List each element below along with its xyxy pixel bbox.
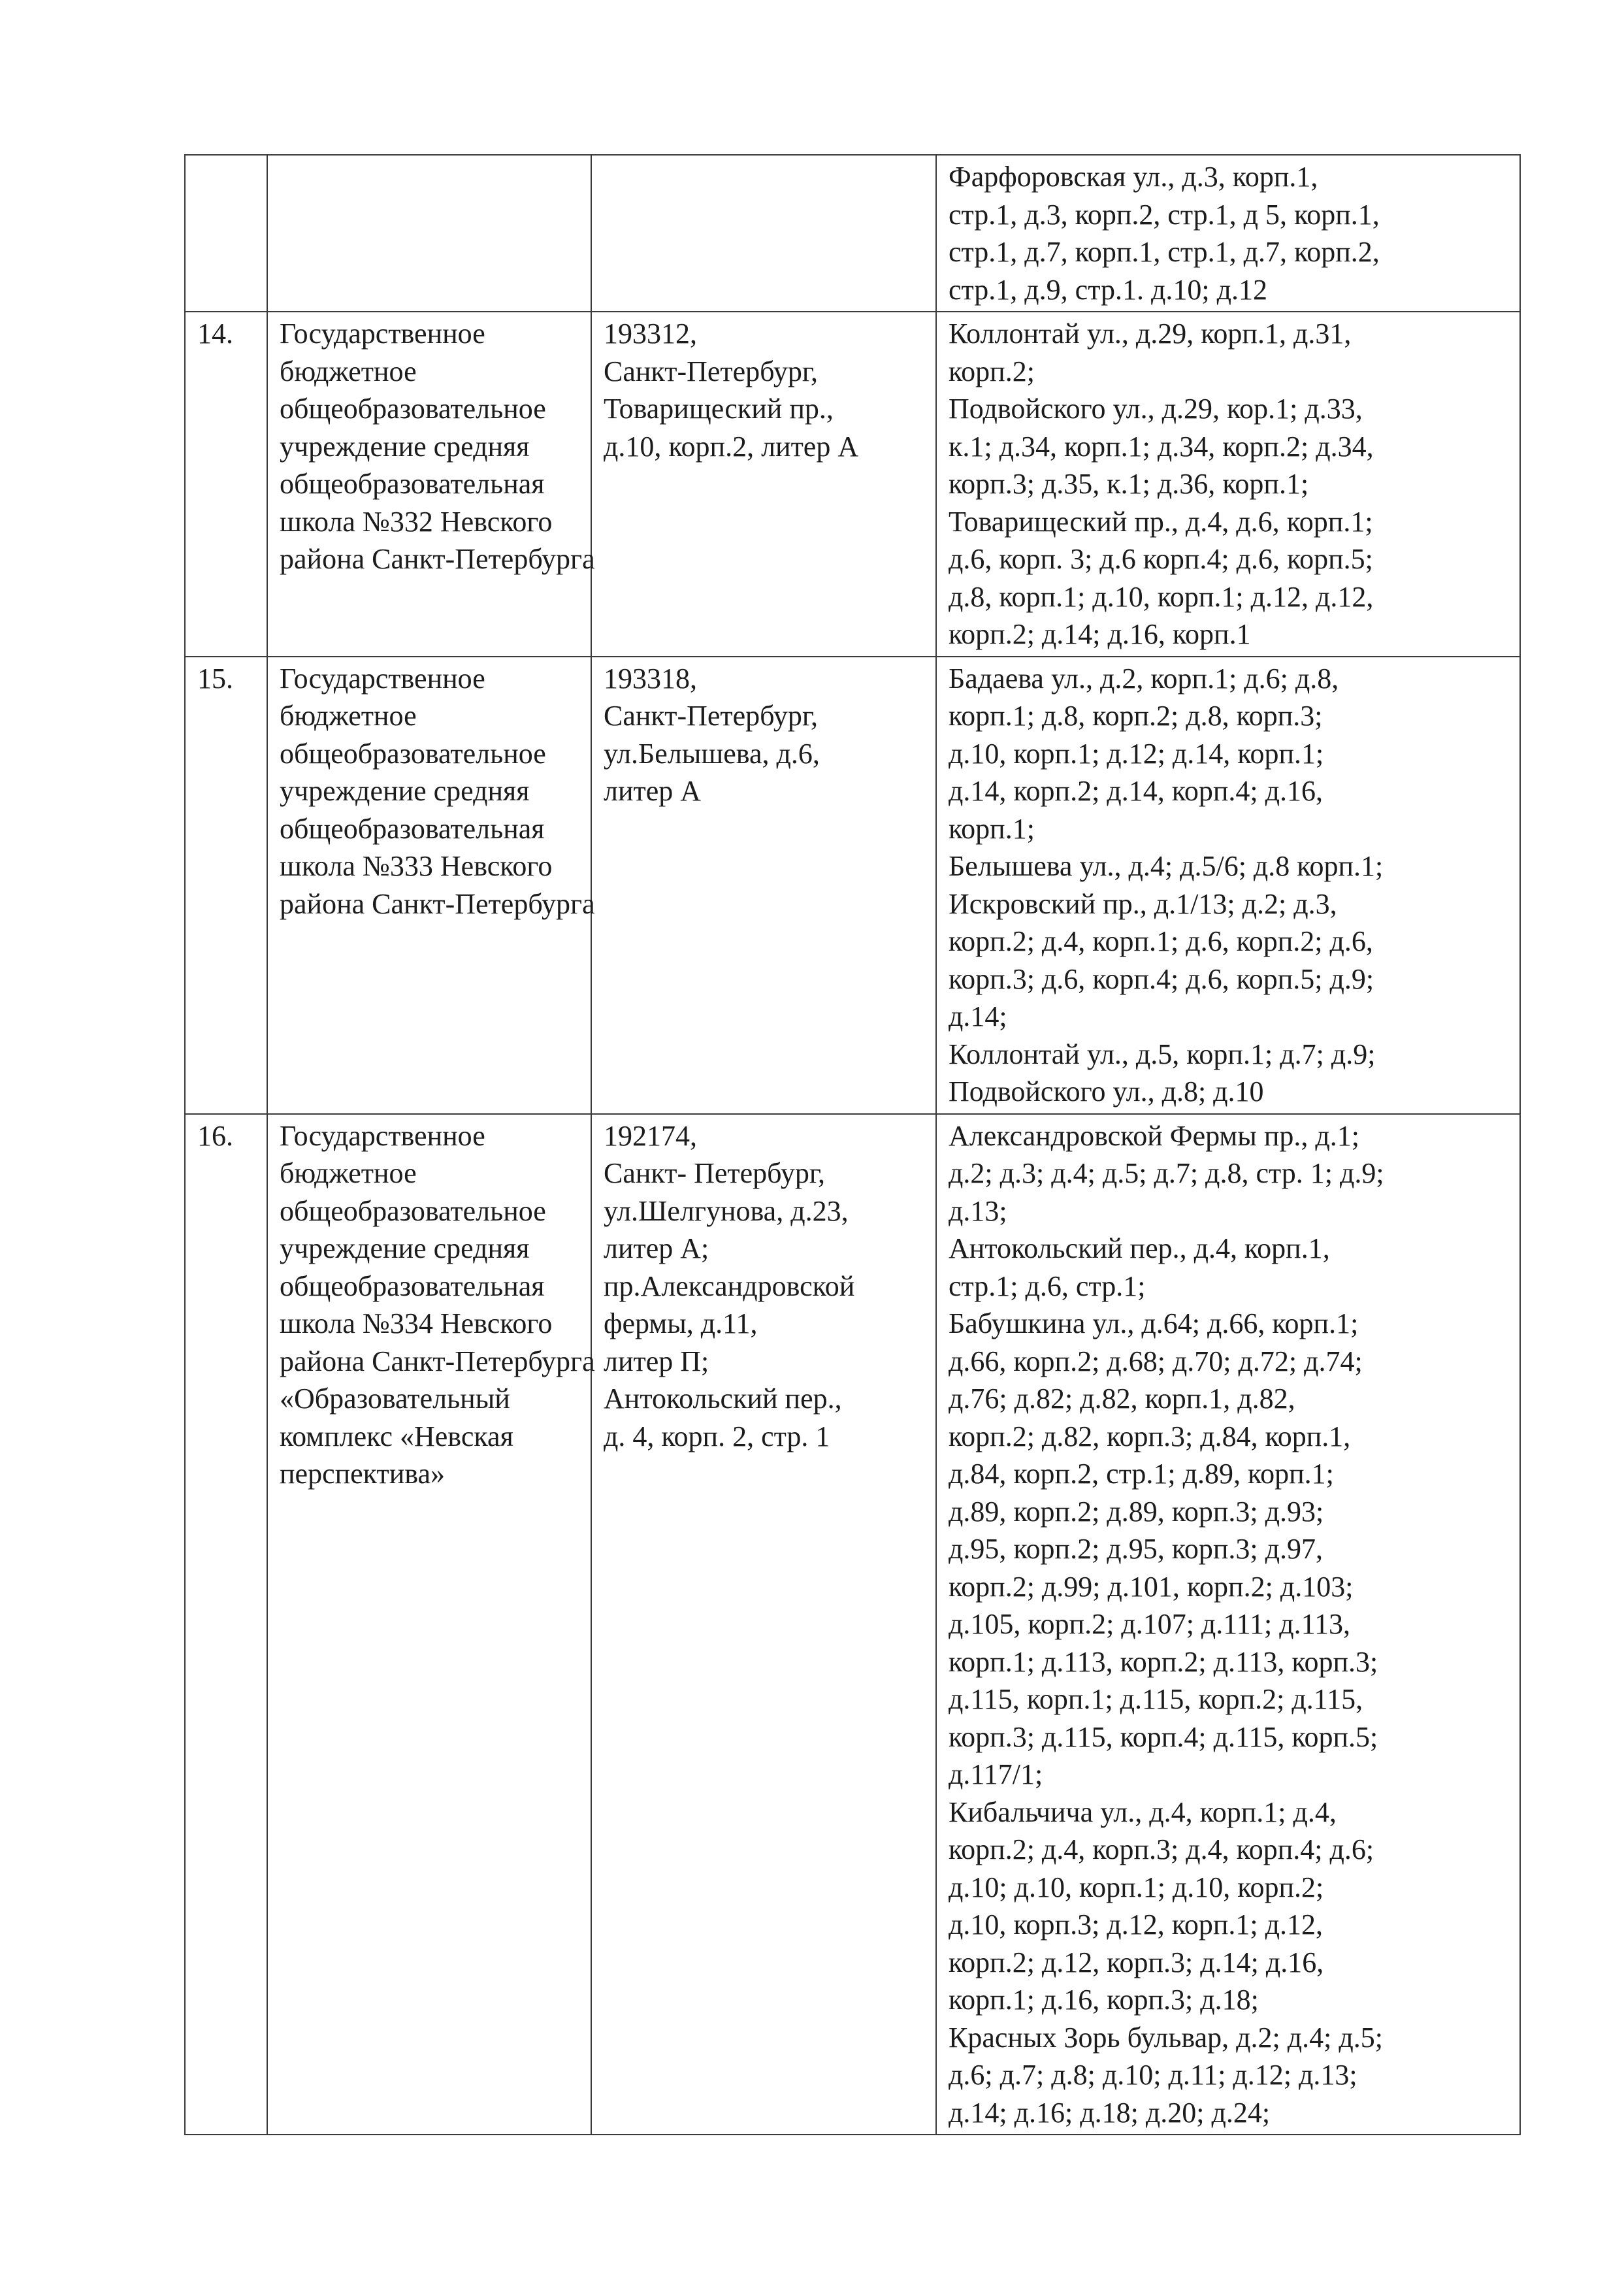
row-number: 16. <box>197 1119 233 1152</box>
territory-line: корп.2; д.82, корп.3; д.84, корп.1, <box>949 1420 1351 1452</box>
address-line: Санкт-Петербург, <box>604 355 818 387</box>
cell-school-name <box>267 1114 595 2135</box>
school-name-line: общеобразовательное <box>280 737 546 770</box>
territory-line: Красных Зорь бульвар, д.2; д.4; д.5; <box>949 2021 1383 2054</box>
address-line: пр.Александровской <box>604 1270 855 1302</box>
territory-line: Подвойского ул., д.8; д.10 <box>949 1075 1264 1107</box>
territory-line: д.66, корп.2; д.68; д.70; д.72; д.74; <box>949 1345 1363 1377</box>
school-name-line: Государственное <box>280 318 485 350</box>
territory-line: Коллонтай ул., д.29, корп.1, д.31, <box>949 318 1352 350</box>
address-line: Товарищеский пр., <box>604 393 834 425</box>
address-line: д. 4, корп. 2, стр. 1 <box>604 1420 830 1452</box>
address-line: 193312, <box>604 318 697 350</box>
school-name-line: школа №334 Невского <box>280 1307 553 1339</box>
territory-line: стр.1, д.9, стр.1. д.10; д.12 <box>949 273 1267 306</box>
school-name-line: «Образовательный <box>280 1383 510 1415</box>
school-name-line: перспектива» <box>280 1458 445 1490</box>
territory-line: д.14, корп.2; д.14, корп.4; д.16, <box>949 775 1323 807</box>
address-line: литер А <box>604 775 702 807</box>
territory-line: корп.1; д.16, корп.3; д.18; <box>949 1984 1259 2016</box>
territory-line: д.10; д.10, корп.1; д.10, корп.2; <box>949 1871 1324 1903</box>
territory-line: д.115, корп.1; д.115, корп.2; д.115, <box>949 1683 1363 1715</box>
cell-territory <box>936 155 1520 312</box>
table-row <box>185 1114 1520 2135</box>
territory-line: д.105, корп.2; д.107; д.111; д.113, <box>949 1608 1351 1640</box>
cell-territory <box>936 312 1520 657</box>
cell-school-name <box>267 155 591 312</box>
cell-number <box>185 155 267 312</box>
school-name-line: общеобразовательная <box>280 468 545 500</box>
territory-line: д.10, корп.3; д.12, корп.1; д.12, <box>949 1909 1323 1941</box>
address-line: литер П; <box>604 1345 709 1377</box>
school-name-line: общеобразовательное <box>280 393 546 425</box>
cell-address <box>591 312 936 657</box>
territory-line: корп.1; д.113, корп.2; д.113, корп.3; <box>949 1645 1378 1678</box>
territory-line: д.2; д.3; д.4; д.5; д.7; д.8, стр. 1; д.9; <box>949 1157 1384 1189</box>
school-name-line: района Санкт-Петербурга <box>280 887 595 920</box>
territory-line: корп.3; д.35, к.1; д.36, корп.1; <box>949 468 1309 500</box>
territory-line: к.1; д.34, корп.1; д.34, корп.2; д.34, <box>949 430 1374 463</box>
school-name-line: учреждение средняя <box>280 1232 530 1264</box>
cell-address <box>591 1114 936 2135</box>
address-line: Санкт- Петербург, <box>604 1157 825 1189</box>
territory-line: Подвойского ул., д.29, кор.1; д.33, <box>949 393 1363 425</box>
cell-number <box>185 1114 267 2135</box>
school-name-line: района Санкт-Петербурга <box>280 543 595 575</box>
territory-line: корп.2; д.14; д.16, корп.1 <box>949 618 1251 650</box>
address-line: ул.Шелгунова, д.23, <box>604 1194 849 1227</box>
territory-line: Белышева ул., д.4; д.5/6; д.8 корп.1; <box>949 850 1384 882</box>
territory-line: д.13; <box>949 1194 1007 1227</box>
school-name-line: школа №332 Невского <box>280 505 553 538</box>
cell-school-name <box>267 312 595 657</box>
address-line: 192174, <box>604 1119 697 1152</box>
address-line: ул.Белышева, д.6, <box>604 737 820 770</box>
table-row-continuation <box>185 155 1520 312</box>
territory-line: стр.1, д.3, корп.2, стр.1, д 5, корп.1, <box>949 198 1380 231</box>
cell-number <box>185 312 267 657</box>
cell-address <box>591 155 936 312</box>
territory-line: д.117/1; <box>949 1758 1043 1790</box>
territory-line: д.10, корп.1; д.12; д.14, корп.1; <box>949 737 1324 770</box>
school-name-line: комплекс «Невская <box>280 1420 513 1452</box>
territory-line: Искровский пр., д.1/13; д.2; д.3, <box>949 887 1337 920</box>
row-number: 15. <box>197 662 233 695</box>
cell-territory <box>936 1114 1520 2135</box>
territory-line: стр.1; д.6, стр.1; <box>949 1270 1146 1302</box>
territory-line: корп.2; д.4, корп.1; д.6, корп.2; д.6, <box>949 925 1373 957</box>
school-name-line: бюджетное <box>280 700 417 732</box>
territory-line: д.8, корп.1; д.10, корп.1; д.12, д.12, <box>949 580 1374 613</box>
school-name-line: общеобразовательная <box>280 1270 545 1302</box>
territory-line: корп.3; д.115, корп.4; д.115, корп.5; <box>949 1720 1378 1753</box>
table-body <box>185 155 1520 2135</box>
territory-line: д.14; д.16; д.18; д.20; д.24; <box>949 2096 1271 2129</box>
cell-school-name <box>267 657 595 1114</box>
school-name-line: учреждение средняя <box>280 775 530 807</box>
address-line: Антокольский пер., <box>604 1383 842 1415</box>
address-line: фермы, д.11, <box>604 1307 758 1339</box>
table-row <box>185 657 1520 1114</box>
territory-line: корп.1; д.8, корп.2; д.8, корп.3; <box>949 700 1323 732</box>
territory-line: д.6; д.7; д.8; д.10; д.11; д.12; д.13; <box>949 2059 1357 2091</box>
schools-table <box>184 154 1521 2135</box>
school-name-line: общеобразовательное <box>280 1194 546 1227</box>
territory-line: д.89, корп.2; д.89, корп.3; д.93; <box>949 1495 1324 1528</box>
territory-line: д.14; <box>949 1000 1007 1032</box>
territory-line: корп.2; <box>949 355 1035 387</box>
school-name-line: учреждение средняя <box>280 430 530 463</box>
territory-line: корп.3; д.6, корп.4; д.6, корп.5; д.9; <box>949 962 1374 995</box>
school-name-line: Государственное <box>280 662 485 695</box>
territory-line: Коллонтай ул., д.5, корп.1; д.7; д.9; <box>949 1038 1376 1070</box>
address-line: д.10, корп.2, литер А <box>604 430 859 463</box>
school-name-line: Государственное <box>280 1119 485 1152</box>
territory-line: стр.1, д.7, корп.1, стр.1, д.7, корп.2, <box>949 236 1380 268</box>
cell-address <box>591 657 936 1114</box>
cell-territory <box>936 657 1520 1114</box>
territory-line: Антокольский пер., д.4, корп.1, <box>949 1232 1330 1264</box>
territory-line: корп.2; д.4, корп.3; д.4, корп.4; д.6; <box>949 1833 1374 1865</box>
school-name-line: общеобразовательная <box>280 812 545 845</box>
territory-line: Александровской Фермы пр., д.1; <box>949 1119 1359 1152</box>
territory-line: Фарфоровская ул., д.3, корп.1, <box>949 161 1318 193</box>
school-name-line: района Санкт-Петербурга <box>280 1345 595 1377</box>
territory-line: д.6, корп. 3; д.6 корп.4; д.6, корп.5; <box>949 543 1373 575</box>
school-name-line: школа №333 Невского <box>280 850 553 882</box>
cell-number <box>185 657 267 1114</box>
territory-line: Бадаева ул., д.2, корп.1; д.6; д.8, <box>949 662 1339 695</box>
table-row <box>185 312 1520 657</box>
address-line: литер А; <box>604 1232 709 1264</box>
territory-line: корп.2; д.99; д.101, корп.2; д.103; <box>949 1570 1354 1603</box>
school-name-line: бюджетное <box>280 355 417 387</box>
territory-line: корп.1; <box>949 812 1035 845</box>
territory-line: д.84, корп.2, стр.1; д.89, корп.1; <box>949 1458 1334 1490</box>
territory-line: корп.2; д.12, корп.3; д.14; д.16, <box>949 1946 1324 1978</box>
territory-line: Бабушкина ул., д.64; д.66, корп.1; <box>949 1307 1359 1339</box>
territory-line: д.95, корп.2; д.95, корп.3; д.97, <box>949 1533 1323 1565</box>
address-line: 193318, <box>604 662 697 695</box>
territory-line: Кибальчича ул., д.4, корп.1; д.4, <box>949 1795 1337 1828</box>
address-line: Санкт-Петербург, <box>604 700 818 732</box>
territory-line: д.76; д.82; д.82, корп.1, д.82, <box>949 1383 1295 1415</box>
territory-line: Товарищеский пр., д.4, д.6, корп.1; <box>949 505 1373 538</box>
row-number: 14. <box>197 318 233 350</box>
school-name-line: бюджетное <box>280 1157 417 1189</box>
